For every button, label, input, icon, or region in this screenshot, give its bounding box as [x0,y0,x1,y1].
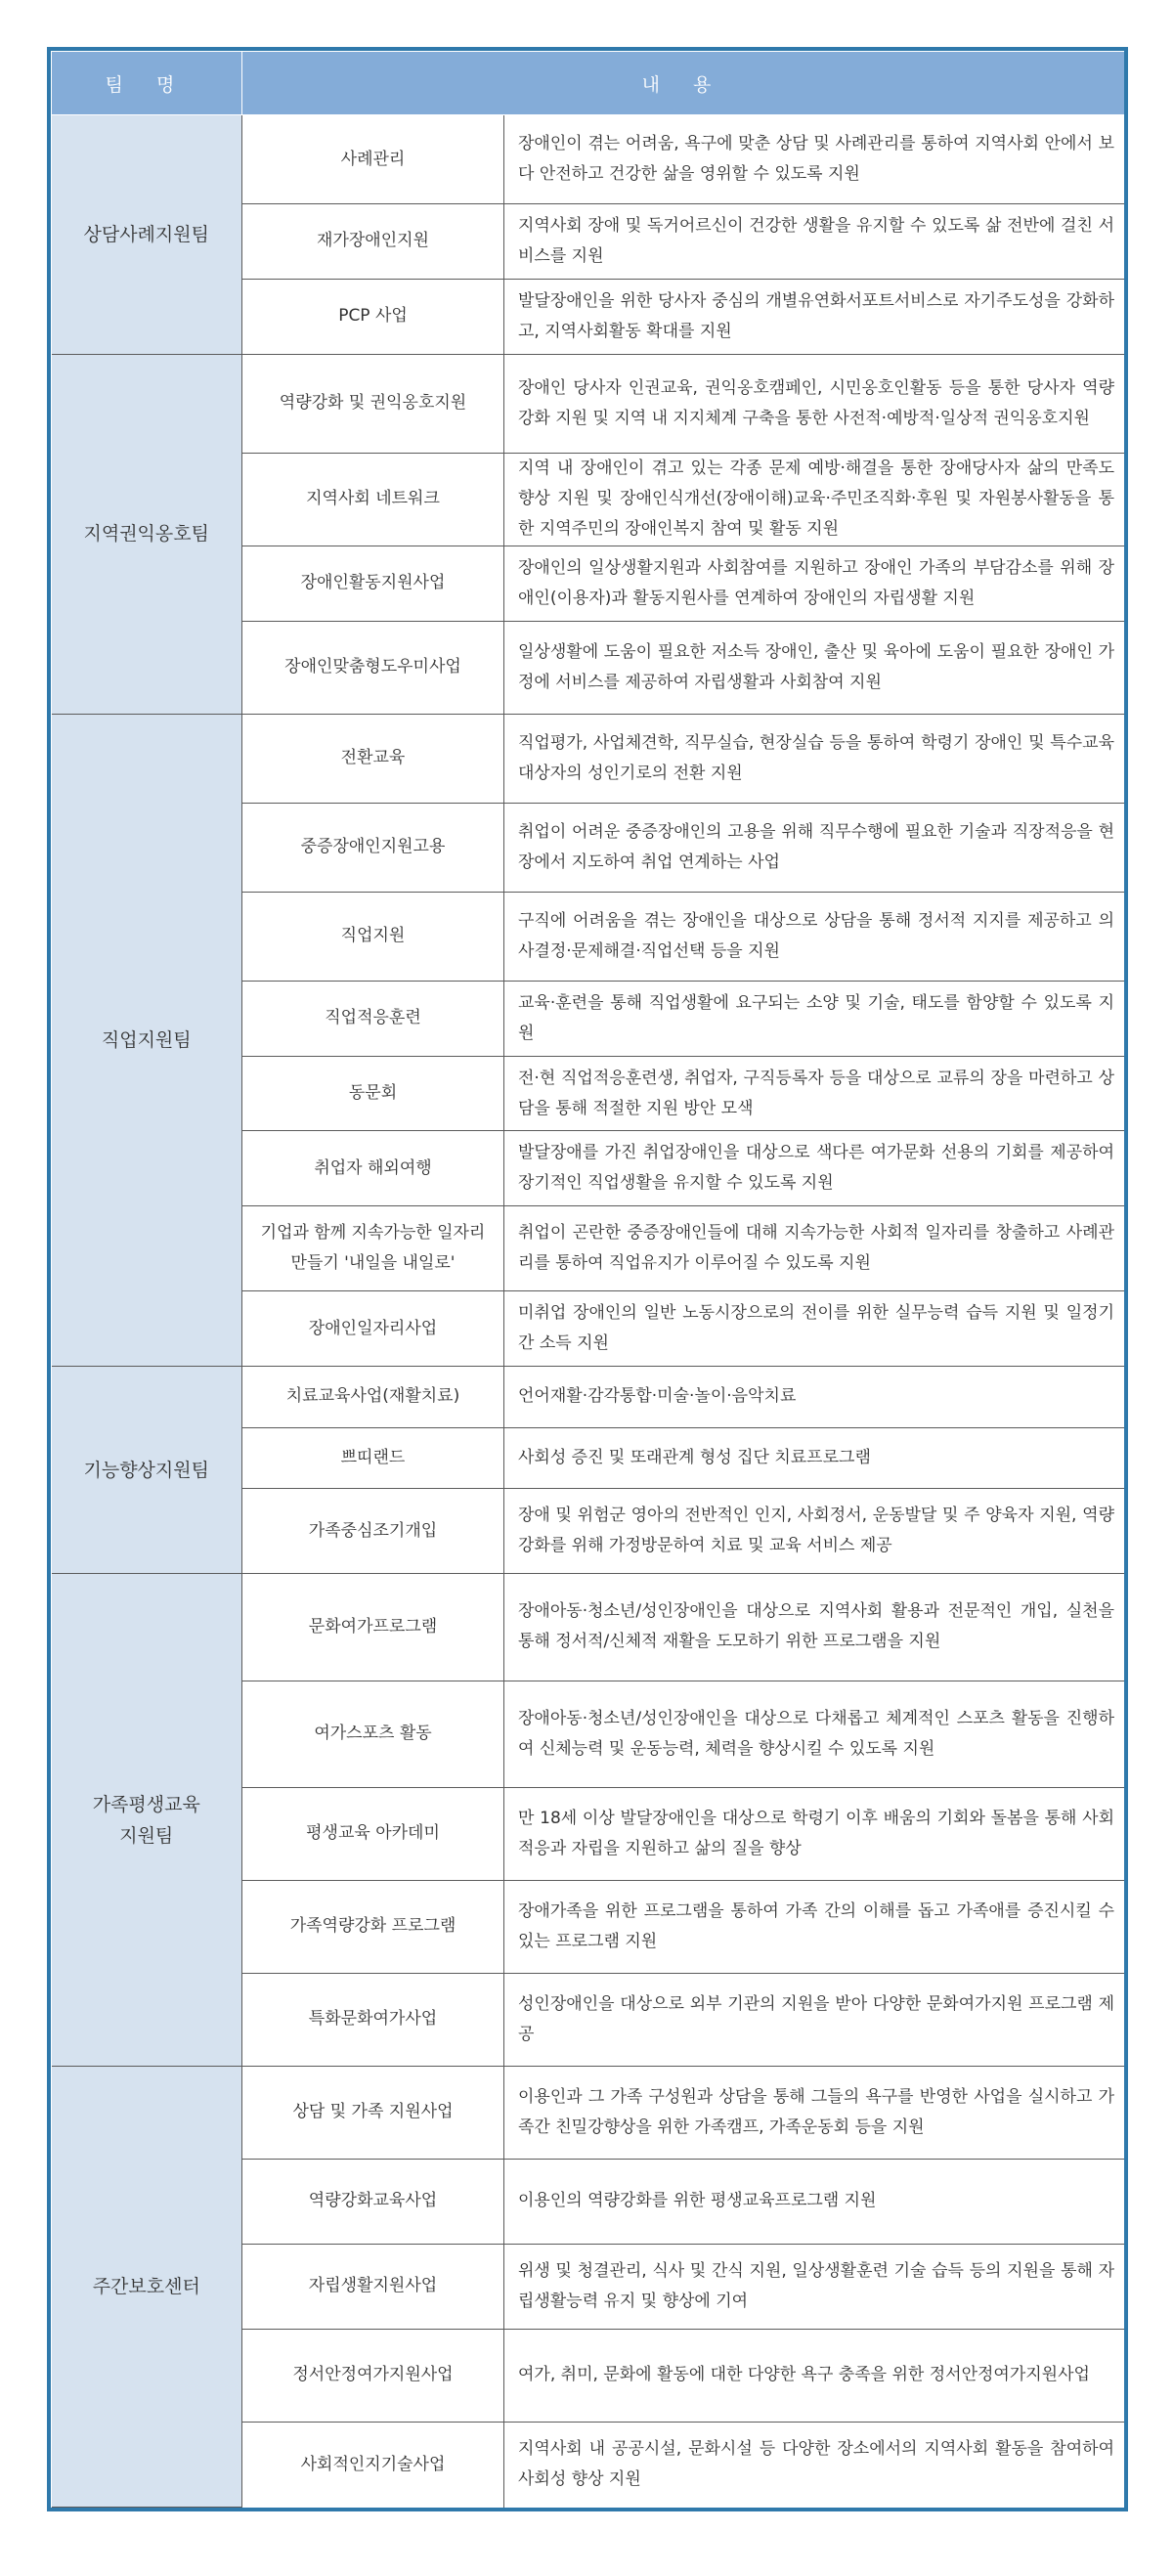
program-name-cell: 장애인일자리사업 [242,1291,504,1367]
team-name-cell [52,2066,242,2507]
program-description-cell: 장애아동·청소년/성인장애인을 대상으로 다채롭고 체계적인 스포츠 활동을 진행하여 신체능력 및 운동능력, 체력을 향상시킬 수 있도록 지원 [504,1681,1125,1787]
program-name-cell: 상담 및 가족 지원사업 [242,2066,504,2159]
program-table-frame [47,47,1128,2511]
program-description-cell: 장애인이 겪는 어려움, 욕구에 맞춘 상담 및 사례관리를 통하여 지역사회 안에서 보다 안전하고 건강한 삶을 영위할 수 있도록 지원 [504,115,1125,204]
header-team: 팀 명 [52,52,242,115]
header-content: 내 용 [242,52,1125,115]
program-name-cell: 지역사회 네트워크 [242,453,504,546]
program-description-cell: 발달장애를 가진 취업장애인을 대상으로 색다른 여가문화 선용의 기회를 제공하여 장기적인 직업생활을 유지할 수 있도록 지원 [504,1131,1125,1206]
program-description-cell: 지역사회 장애 및 독거어르신이 건강한 생활을 유지할 수 있도록 삶 전반에 걸친 서비스를 지원 [504,204,1125,280]
program-name-cell: 쁘띠랜드 [242,1427,504,1489]
team-name-cell [52,1574,242,2067]
program-name-cell: 장애인활동지원사업 [242,546,504,621]
table-row [52,354,1125,453]
program-name-cell: 역량강화교육사업 [242,2159,504,2244]
program-name-cell: 가족역량강화 프로그램 [242,1880,504,1973]
program-description-cell: 구직에 어려움을 겪는 장애인을 대상으로 상담을 통해 정서적 지지를 제공하고 의사결정·문제해결·직업선택 등을 지원 [504,892,1125,981]
table-row [52,714,1125,803]
program-description-cell: 장애 및 위험군 영아의 전반적인 인지, 사회정서, 운동발달 및 주 양육자 지원, 역량 강화를 위해 가정방문하여 치료 및 교육 서비스 제공 [504,1489,1125,1574]
team-name-line: 직업지원팀 [101,1028,192,1051]
table-row [52,1574,1125,1681]
team-name-line: 지역권익옹호팀 [83,523,209,546]
program-description-cell: 취업이 어려운 중증장애인의 고용을 위해 직무수행에 필요한 기술과 직장적응을 현장에서 지도하여 취업 연계하는 사업 [504,803,1125,892]
program-description-cell: 지역사회 내 공공시설, 문화시설 등 다양한 장소에서의 지역사회 활동을 참여하여 사회성 향상 지원 [504,2422,1125,2507]
program-name-cell: 문화여가프로그램 [242,1574,504,1681]
table-row [52,1367,1125,1428]
program-description-cell: 교육·훈련을 통해 직업생활에 요구되는 소양 및 기술, 태도를 함양할 수 있도록 지원 [504,981,1125,1056]
team-name-cell [52,115,242,355]
team-name-cell [52,1367,242,1574]
team-name-cell [52,354,242,714]
team-name-line: 주간보호센터 [92,2275,200,2297]
program-description-cell: 만 18세 이상 발달장애인을 대상으로 학령기 이후 배움의 기회와 돌봄을 통해 사회적응과 자립을 지원하고 삶의 질을 향상 [504,1787,1125,1880]
program-name-cell: 특화문화여가사업 [242,1973,504,2066]
program-table [51,51,1124,2508]
program-description-cell: 직업평가, 사업체견학, 직무실습, 현장실습 등을 통하여 학령기 장애인 및 특수교육대상자의 성인기로의 전환 지원 [504,714,1125,803]
program-description-cell: 장애가족을 위한 프로그램을 통하여 가족 간의 이해를 돕고 가족애를 증진시킬 수 있는 프로그램 지원 [504,1880,1125,1973]
program-description-cell: 장애아동·청소년/성인장애인을 대상으로 지역사회 활용과 전문적인 개입, 실천을 통해 정서적/신체적 재활을 도모하기 위한 프로그램을 지원 [504,1574,1125,1681]
program-name-cell: 직업지원 [242,892,504,981]
table-row [52,2066,1125,2159]
program-description-cell: 장애인의 일상생활지원과 사회참여를 지원하고 장애인 가족의 부담감소를 위해 장애인(이용자)과 활동지원사를 연계하여 장애인의 자립생활 지원 [504,546,1125,621]
program-name-cell: 직업적응훈련 [242,981,504,1056]
program-name-cell: 취업자 해외여행 [242,1131,504,1206]
program-name-cell: 장애인맞춤형도우미사업 [242,621,504,714]
program-description-cell: 여가, 취미, 문화에 활동에 대한 다양한 욕구 충족을 위한 정서안정여가지원사업 [504,2329,1125,2422]
program-description-cell: 성인장애인을 대상으로 외부 기관의 지원을 받아 다양한 문화여가지원 프로그램 제공 [504,1973,1125,2066]
program-name-cell: 기업과 함께 지속가능한 일자리 만들기 '내일을 내일로' [242,1206,504,1291]
program-description-cell: 위생 및 청결관리, 식사 및 간식 지원, 일상생활훈련 기술 습득 등의 지원을 통해 자립생활능력 유지 및 향상에 기여 [504,2244,1125,2329]
program-description-cell: 언어재활·감각통합·미술·놀이·음악치료 [504,1367,1125,1428]
program-description-cell: 장애인 당사자 인권교육, 권익옹호캠페인, 시민옹호인활동 등을 통한 당사자 역량강화 지원 및 지역 내 지지체계 구축을 통한 사전적·예방적·일상적 권익옹호지원 [504,354,1125,453]
program-description-cell: 지역 내 장애인이 겪고 있는 각종 문제 예방·해결을 통한 장애당사자 삶의 만족도 향상 지원 및 장애인식개선(장애이해)교육·주민조직화·후원 및 자원봉사활동을 통한 지역주민의 장애인복지 참여 및 활동 지원 [504,453,1125,546]
program-description-cell: 미취업 장애인의 일반 노동시장으로의 전이를 위한 실무능력 습득 지원 및 일정기간 소득 지원 [504,1291,1125,1367]
program-name-cell: 재가장애인지원 [242,204,504,280]
program-name-cell: PCP 사업 [242,279,504,354]
program-name-cell: 중증장애인지원고용 [242,803,504,892]
team-name-line: 가족평생교육 [92,1793,200,1815]
program-description-cell: 발달장애인을 위한 당사자 중심의 개별유연화서포트서비스로 자기주도성을 강화하고, 지역사회활동 확대를 지원 [504,279,1125,354]
program-name-cell: 역량강화 및 권익옹호지원 [242,354,504,453]
table-row [52,115,1125,204]
program-description-cell: 사회성 증진 및 또래관계 형성 집단 치료프로그램 [504,1427,1125,1489]
program-name-cell: 사회적인지기술사업 [242,2422,504,2507]
program-name-cell: 동문회 [242,1056,504,1131]
program-name-cell: 전환교육 [242,714,504,803]
program-description-cell: 전·현 직업적응훈련생, 취업자, 구직등록자 등을 대상으로 교류의 장을 마련하고 상담을 통해 적절한 지원 방안 모색 [504,1056,1125,1131]
program-name-cell: 치료교육사업(재활치료) [242,1367,504,1428]
team-name-line: 지원팀 [119,1824,174,1847]
program-name-cell: 정서안정여가지원사업 [242,2329,504,2422]
program-description-cell: 이용인의 역량강화를 위한 평생교육프로그램 지원 [504,2159,1125,2244]
team-name-cell [52,714,242,1366]
team-name-line: 기능향상지원팀 [83,1459,209,1481]
table-header-row [52,52,1125,115]
program-name-cell: 자립생활지원사업 [242,2244,504,2329]
program-description-cell: 이용인과 그 가족 구성원과 상담을 통해 그들의 욕구를 반영한 사업을 실시하고 가족간 친밀강향상을 위한 가족캠프, 가족운동회 등을 지원 [504,2066,1125,2159]
program-description-cell: 취업이 곤란한 중증장애인들에 대해 지속가능한 사회적 일자리를 창출하고 사례관리를 통하여 직업유지가 이루어질 수 있도록 지원 [504,1206,1125,1291]
program-name-cell: 평생교육 아카데미 [242,1787,504,1880]
program-description-cell: 일상생활에 도움이 필요한 저소득 장애인, 출산 및 육아에 도움이 필요한 장애인 가정에 서비스를 제공하여 자립생활과 사회참여 지원 [504,621,1125,714]
team-name-line: 상담사례지원팀 [83,223,209,245]
program-name-cell: 가족중심조기개입 [242,1489,504,1574]
program-name-cell: 사례관리 [242,115,504,204]
program-name-cell: 여가스포츠 활동 [242,1681,504,1787]
